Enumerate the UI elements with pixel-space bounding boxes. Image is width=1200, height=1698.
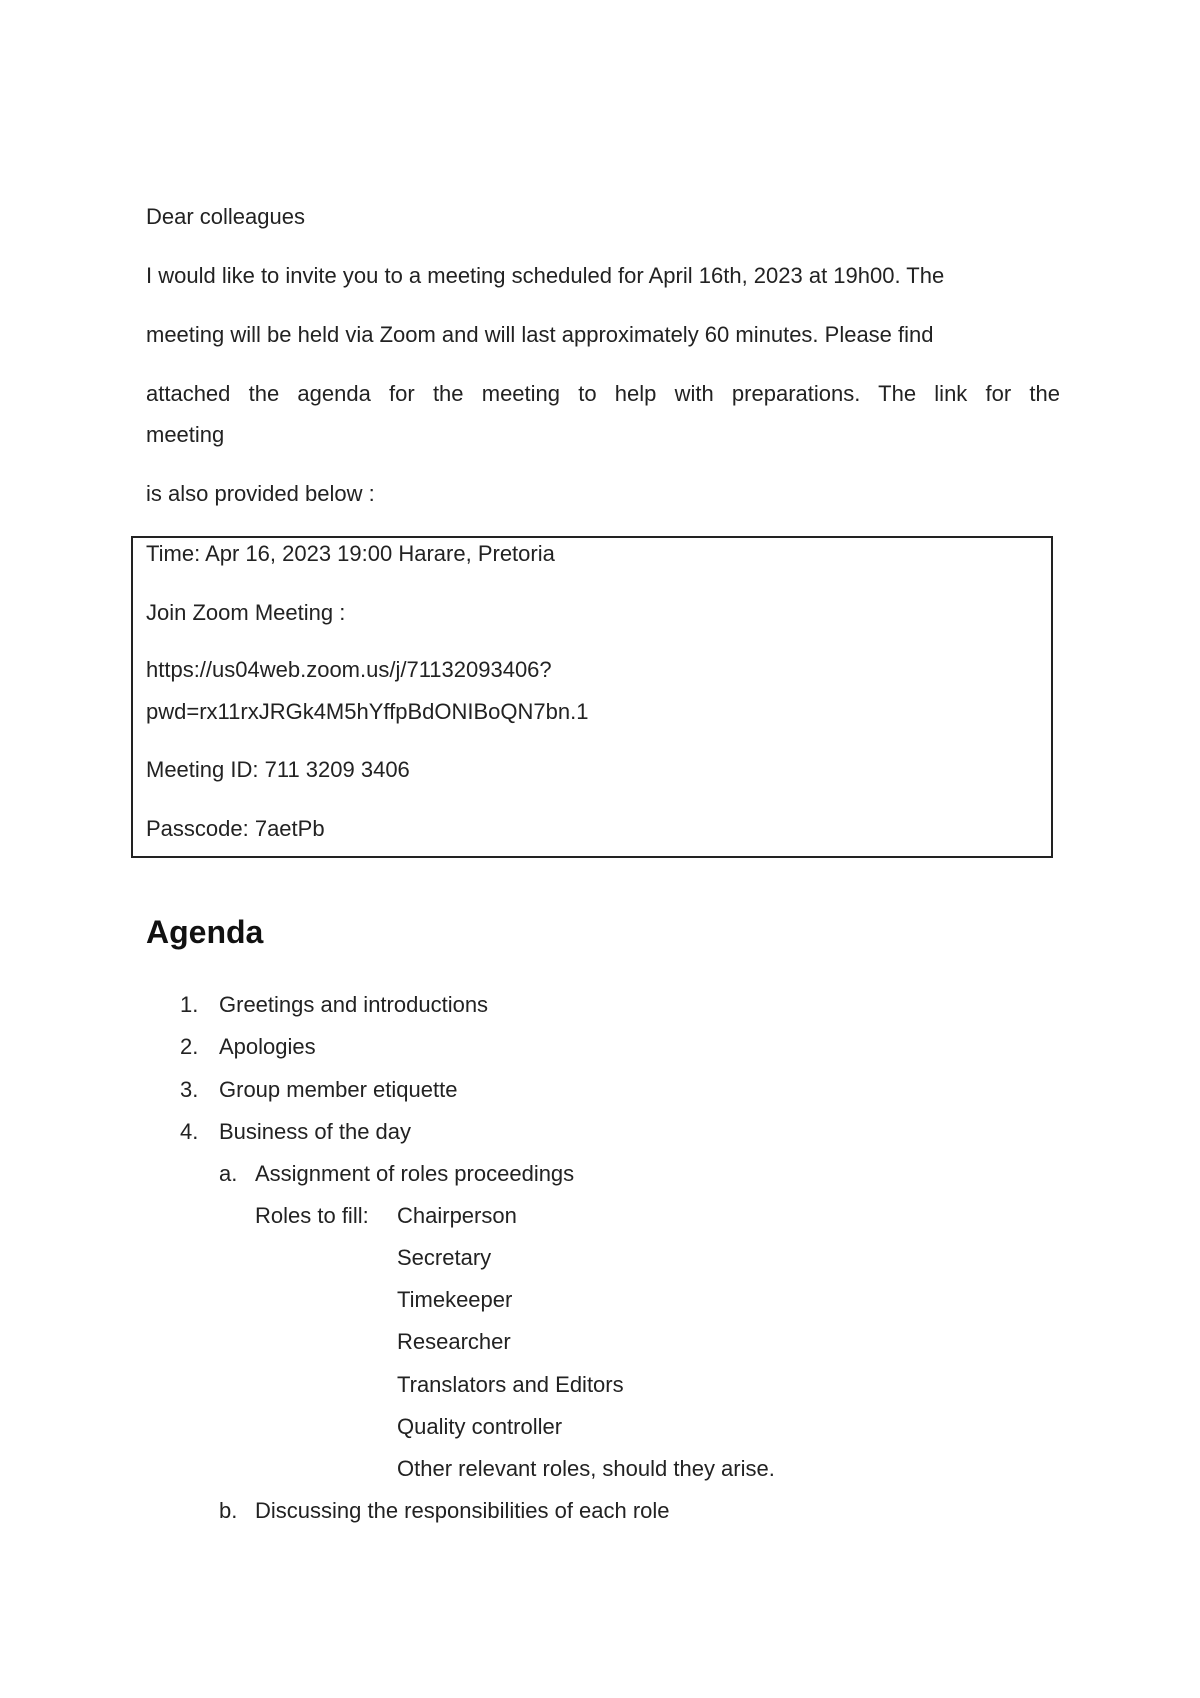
role-item: Researcher: [397, 1329, 511, 1354]
body-line-3: attached the agenda for the meeting to help with preparations. The link for the: [146, 381, 1060, 406]
meeting-id: Meeting ID: 711 3209 3406: [146, 757, 410, 782]
meeting-info-box: [131, 536, 1053, 858]
body-line-5: is also provided below :: [146, 481, 375, 506]
agenda-item-text: Greetings and introductions: [219, 992, 489, 1017]
role-item: Translators and Editors: [397, 1372, 624, 1397]
zoom-link-line-1[interactable]: https://us04web.zoom.us/j/71132093406?: [146, 657, 552, 682]
agenda-item-text: Apologies: [219, 1034, 316, 1059]
passcode: Passcode: 7aetPb: [146, 816, 325, 841]
body-line-4: meeting: [146, 422, 225, 447]
role-item: Other relevant roles, should they arise.: [397, 1456, 775, 1481]
sub-item-letter: b.: [219, 1498, 238, 1523]
sub-item-text: Discussing the responsibilities of each role: [255, 1498, 670, 1523]
body-line-1: I would like to invite you to a meeting scheduled for April 16th, 2023 at 19h00. The: [146, 263, 945, 288]
agenda-item-number: 4.: [180, 1119, 199, 1144]
roles-label: Roles to fill:: [255, 1203, 369, 1228]
join-zoom-label: Join Zoom Meeting :: [146, 600, 346, 625]
agenda-item-number: 1.: [180, 992, 199, 1017]
role-item: Chairperson: [397, 1203, 517, 1228]
agenda-item-number: 3.: [180, 1077, 199, 1102]
agenda-item-text: Group member etiquette: [219, 1077, 458, 1102]
role-item: Timekeeper: [397, 1287, 513, 1312]
role-item: Secretary: [397, 1245, 492, 1270]
zoom-link-line-2[interactable]: pwd=rx11rxJRGk4M5hYffpBdONIBoQN7bn.1: [146, 699, 589, 724]
agenda-item-number: 2.: [180, 1034, 199, 1059]
sub-item-letter: a.: [219, 1161, 238, 1186]
greeting: Dear colleagues: [146, 204, 305, 229]
meeting-time: Time: Apr 16, 2023 19:00 Harare, Pretoria: [146, 541, 555, 566]
sub-item-text: Assignment of roles proceedings: [255, 1161, 575, 1186]
agenda-title: Agenda: [146, 914, 264, 950]
role-item: Quality controller: [397, 1414, 563, 1439]
body-line-2: meeting will be held via Zoom and will last approximately 60 minutes. Please find: [146, 322, 934, 347]
agenda-item-text: Business of the day: [219, 1119, 412, 1144]
